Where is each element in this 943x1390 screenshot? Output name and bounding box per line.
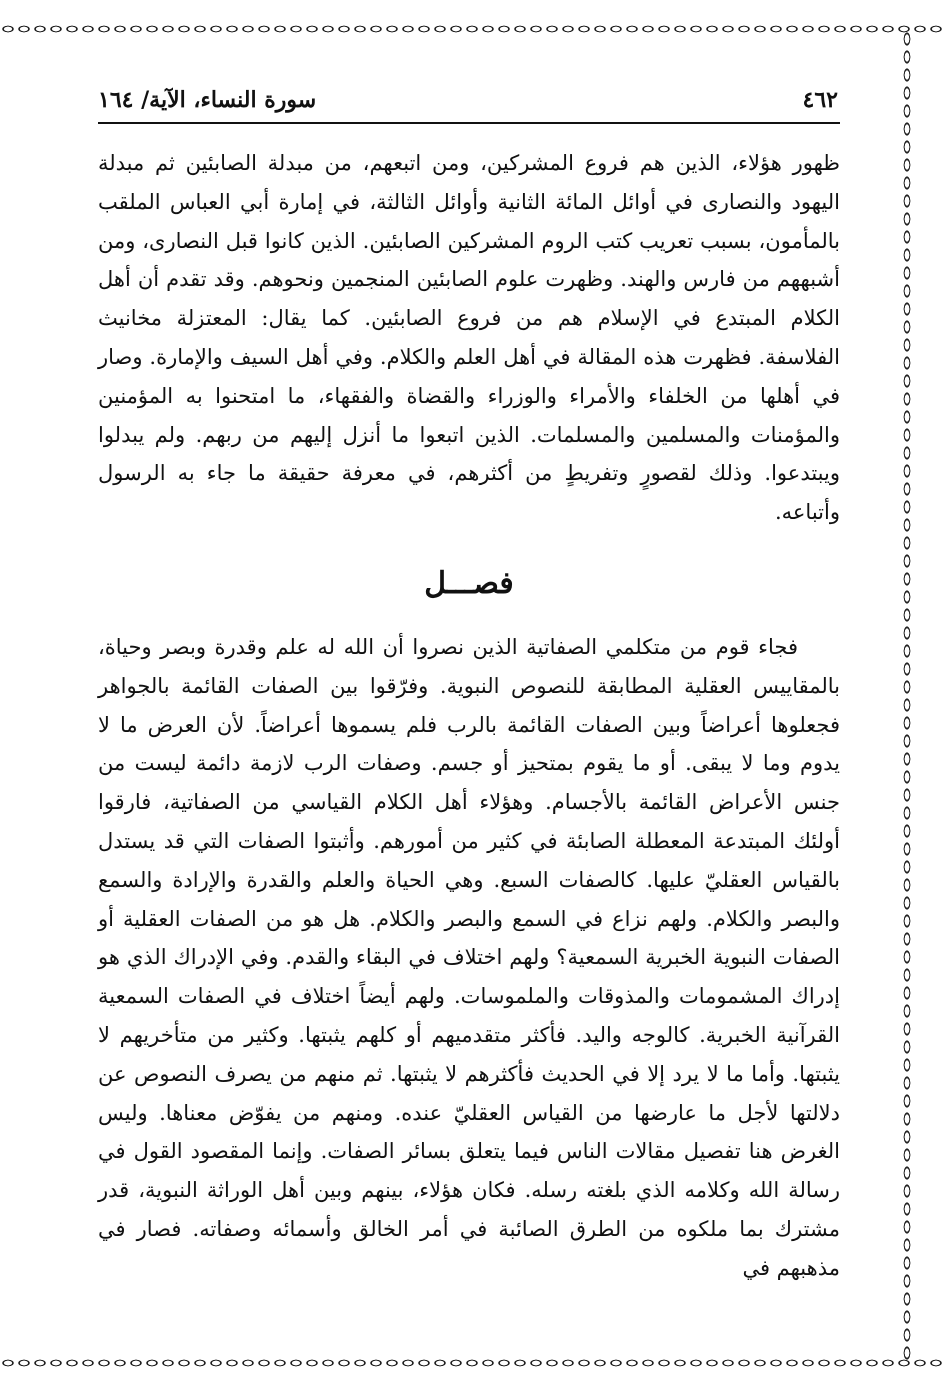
paragraph: فجاء قوم من متكلمي الصفاتية الذين نصروا أن الله له علم وقدرة وبصر وحياة، بالمقاييس العقلية المطابقة للنصوص النبوية. وفرّقوا بين الصفات القائمة بالجواهر فجعلوها أعراضاً وبين الصفات القائمة بالرب فلم يسموها أعراضاً. لأن العرض ما لا يدوم وما لا يبقى. أو ما يقوم بمتحيز أو جسم. وصفات الرب لازمة دائمة ليست من جنس الأعراض القائمة بالأجسام. وهؤلاء أهل الكلام القياسي من الصفاتية، فارقوا أولئك المبتدعة المعطلة الصابئة في كثير من أمورهم. وأثبتوا الصفات التي قد يستدل بالقياس العقليّ عليها. كالصفات السبع. وهي الحياة والعلم والقدرة والإرادة والسمع والبصر والكلام. ولهم نزاع في السمع والبصر والكلام. هل هو من الصفات العقلية أو الصفات النبوية الخبرية السمعية؟ ولهم اختلاف في البقاء والقدم. وفي الإدراك الذي هو إدراك المشمومات والمذوقات والملموسات. ولهم أيضاً اختلاف في الصفات السمعية القرآنية الخبرية. كالوجه واليد. فأكثر متقدميهم أو كلهم يثبتها. وكثير من متأخريهم لا يثبتها. وأما ما لا يرد إلا في الحديث فأكثرهم لا يثبتها. ثم منهم من يصرف النصوص عن دلالتها لأجل ما عارضها من القياس العقليّ عنده. ومنهم من يفوّض معناها. وليس الغرض هنا تفصيل مقالات الناس فيما يتعلق بسائر الصفات. وإنما المقصود القول في رسالة الله وكلامه الذي بلغته رسله. فكان هؤلاء، بينهم وبين أهل الوراثة النبوية، قدر مشترك بما ملكوه من الطرق الصائبة في أمر الخالق وأسمائه وصفاته. فصار في مذهبهم في [98, 635, 840, 1280]
header-divider [98, 122, 840, 124]
text-block-top [98, 144, 840, 532]
decorative-border-right [896, 30, 918, 1360]
paragraph: ظهور هؤلاء، الذين هم فروع المشركين، ومن اتبعهم، من مبدلة الصابئين ثم مبدلة اليهود والنصارى في أوائل المائة الثانية وأوائل الثالثة، في إمارة أبي العباس الملقب بالمأمون، بسبب تعريب كتب الروم المشركين الصابئين. الذين كانوا قبل النصارى، ومن أشبههم من فارس والهند. وظهرت علوم الصابئين المنجمين ونحوهم. وقد تقدم أن أهل الكلام المبتدع في الإسلام هم من فروع الصابئين. كما يقال: المعتزلة مخانيث الفلاسفة. فظهرت هذه المقالة في أهل العلم والكلام. وفي أهل السيف والإمارة. وصار في أهلها من الخلفاء والأمراء والوزراء والقضاة والفقهاء، ما امتحنوا به المؤمنين والمؤمنات والمسلمين والمسلمات. الذين اتبعوا ما أنزل إليهم من ربهم. ولم يبدلوا ويبتدعوا. وذلك لقصورٍ وتفريطٍ من أكثرهم، في معرفة حقيقة ما جاء به الرسول وأتباعه. [98, 151, 840, 525]
text-block-bottom [98, 628, 840, 1288]
decorative-border-bottom [0, 1352, 943, 1374]
section-heading [98, 566, 840, 601]
section-heading-text: فصـــل [424, 566, 514, 601]
page-header [98, 78, 838, 122]
decorative-border-top [0, 18, 943, 40]
running-title: سورة النساء، الآية/ ١٦٤ [98, 87, 317, 113]
page-number: ٤٦٢ [802, 87, 838, 113]
